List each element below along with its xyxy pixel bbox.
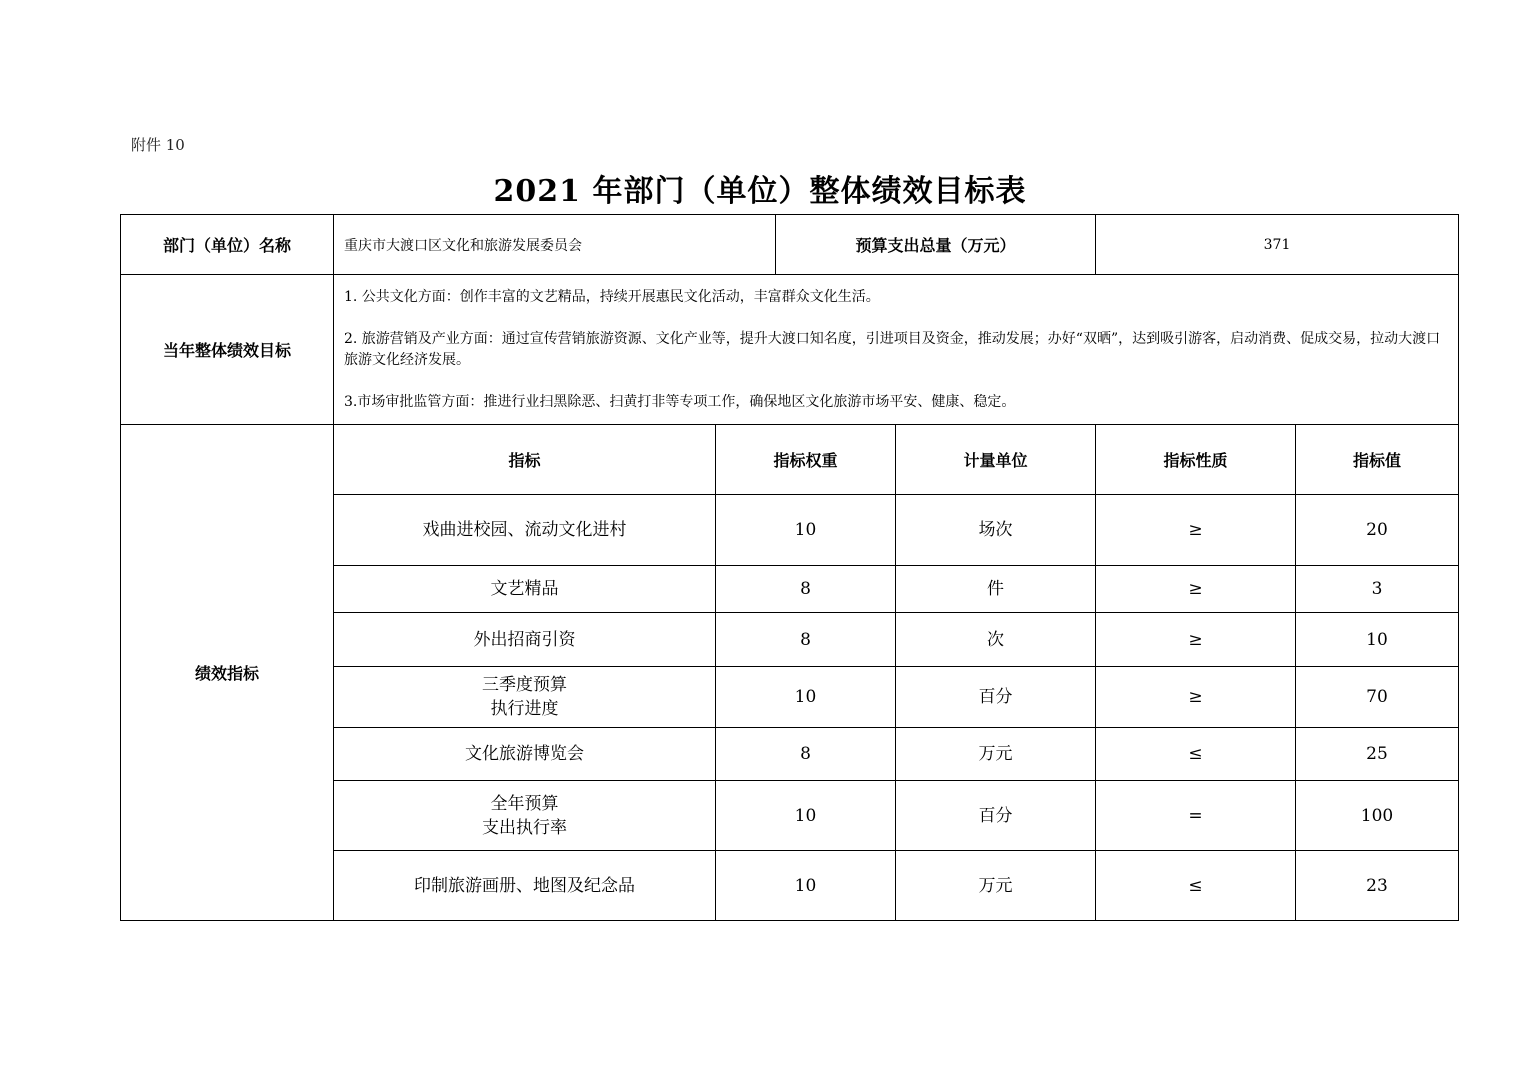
goal-item-2: 2. 旅游营销及产业方面：通过宣传营销旅游资源、文化产业等，提升大渡口知名度，引进项目及资金，推动发展；办好“双晒”，达到吸引游客，启动消费、促成交易，拉动大渡口旅游文化经济发展。 [344,330,1441,368]
indicator-value: 3 [1296,566,1459,613]
indicator-unit: 场次 [896,495,1096,566]
indicator-header-row [121,425,1459,495]
goal-item-3: 3.市场审批监管方面：推进行业扫黑除恶、扫黄打非等专项工作，确保地区文化旅游市场平安、健康、稳定。 [344,393,1016,410]
goal-item-1: 1. 公共文化方面：创作丰富的文艺精品，持续开展惠民文化活动，丰富群众文化生活。 [344,288,880,305]
indicator-value: 10 [1296,613,1459,667]
indicator-unit: 万元 [896,728,1096,781]
indicator-name [334,728,716,781]
performance-table [120,214,1459,921]
indicator-value: 70 [1296,667,1459,728]
indicator-nature: = [1096,781,1296,851]
indicator-weight: 10 [716,495,896,566]
dept-row [121,215,1459,275]
indicator-unit: 件 [896,566,1096,613]
indicator-unit: 百分 [896,667,1096,728]
indicator-unit: 百分 [896,781,1096,851]
indicator-name [334,851,716,921]
indicator-nature: ≥ [1096,667,1296,728]
indicator-nature: ≤ [1096,851,1296,921]
indicator-name [334,781,716,851]
dept-label: 部门（单位）名称 [121,215,334,275]
indicator-weight: 10 [716,851,896,921]
header-weight: 指标权重 [716,425,896,495]
header-value: 指标值 [1296,425,1459,495]
dept-value: 重庆市大渡口区文化和旅游发展委员会 [334,215,776,275]
indicator-name-line: 全年预算 [490,793,559,814]
budget-value: 371 [1096,215,1459,275]
goals-text [334,275,1459,425]
indicator-name-line: 文化旅游博览会 [465,744,584,764]
indicator-value: 25 [1296,728,1459,781]
indicator-name-line: 文艺精品 [490,579,559,599]
budget-label: 预算支出总量（万元） [776,215,1096,275]
indicator-name [334,667,716,728]
indicator-value: 20 [1296,495,1459,566]
indicator-name [334,566,716,613]
attachment-label: 附件 10 [131,136,185,154]
indicator-name-line: 支出执行率 [482,817,567,838]
header-indicator: 指标 [334,425,716,495]
header-nature: 指标性质 [1096,425,1296,495]
indicator-value: 23 [1296,851,1459,921]
indicator-name-line: 执行进度 [490,699,559,719]
indicator-unit: 万元 [896,851,1096,921]
indicator-nature: ≥ [1096,613,1296,667]
indicator-weight: 10 [716,781,896,851]
indicator-weight: 8 [716,613,896,667]
indicator-nature: ≤ [1096,728,1296,781]
indicator-weight: 8 [716,566,896,613]
indicator-name-line: 戏曲进校园、流动文化进村 [422,520,627,540]
indicator-name-line: 三季度预算 [482,675,567,695]
indicator-name [334,613,716,667]
indicator-name-line: 外出招商引资 [473,629,576,650]
indicator-nature: ≥ [1096,495,1296,566]
indicator-weight: 10 [716,667,896,728]
indicator-name [334,495,716,566]
goals-label: 当年整体绩效目标 [121,275,334,425]
indicator-unit: 次 [896,613,1096,667]
indicator-name-line: 印制旅游画册、地图及纪念品 [414,875,635,896]
header-unit: 计量单位 [896,425,1096,495]
goals-row [121,275,1459,425]
indicator-nature: ≥ [1096,566,1296,613]
indicator-value: 100 [1296,781,1459,851]
page-title: 2021 年部门（单位）整体绩效目标表 [493,174,1027,209]
indicators-label: 绩效指标 [121,425,334,921]
indicator-weight: 8 [716,728,896,781]
